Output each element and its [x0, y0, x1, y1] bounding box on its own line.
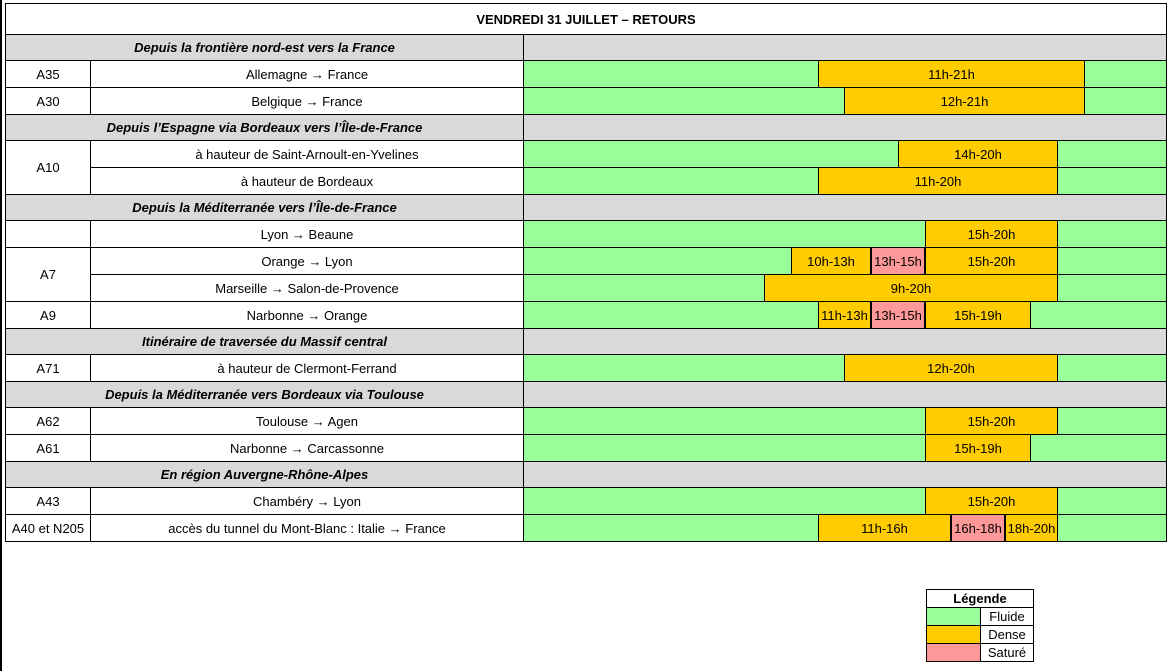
traffic-segment-fluide: [1031, 435, 1166, 461]
traffic-segment-dense: 11h-21h: [818, 61, 1085, 87]
traffic-segment-sature: 13h-15h: [871, 302, 925, 328]
traffic-segment-fluide: [1031, 302, 1166, 328]
road-number: A40 et N205: [5, 514, 91, 542]
traffic-timeline: [523, 514, 1167, 542]
route-label: à hauteur de Bordeaux: [90, 167, 524, 195]
traffic-timeline: [523, 167, 1167, 195]
legend-label-dense: Dense: [988, 627, 1026, 642]
traffic-segment-dense: 12h-21h: [844, 88, 1085, 114]
traffic-segment-dense: 10h-13h: [791, 248, 871, 274]
traffic-segment-fluide: [1085, 61, 1166, 87]
section-header: En région Auvergne-Rhône-Alpes: [5, 461, 524, 488]
traffic-segment-dense: 11h-16h: [818, 515, 951, 541]
traffic-segment-fluide: [524, 302, 818, 328]
legend-title: Légende: [927, 590, 1033, 608]
route-label: Allemagne → France: [90, 60, 524, 88]
route-label: Lyon → Beaune: [90, 220, 524, 248]
route-label: Chambéry → Lyon: [90, 487, 524, 515]
legend-row-sature: [927, 644, 1033, 661]
legend-label-fluide: Fluide: [989, 609, 1025, 624]
route-label: à hauteur de Clermont-Ferrand: [90, 354, 524, 382]
road-number: A62: [5, 407, 91, 435]
traffic-timeline: [523, 407, 1167, 435]
traffic-segment-fluide: [524, 275, 764, 301]
route-label: accès du tunnel du Mont-Blanc : Italie → France: [90, 514, 524, 542]
road-number: A30: [5, 87, 91, 115]
route-label: Belgique → France: [90, 87, 524, 115]
traffic-timeline: [523, 487, 1167, 515]
route-label: Toulouse → Agen: [90, 407, 524, 435]
traffic-segment-dense: 14h-20h: [898, 141, 1058, 167]
traffic-segment-fluide: [524, 168, 818, 194]
traffic-segment-fluide: [524, 61, 818, 87]
traffic-segment-dense: 15h-19h: [925, 435, 1031, 461]
traffic-timeline: [523, 301, 1167, 329]
traffic-segment-fluide: [1058, 408, 1166, 434]
traffic-segment-fluide: [524, 221, 925, 247]
traffic-segment-fluide: [524, 141, 898, 167]
traffic-segment-fluide: [524, 488, 925, 514]
section-header: Depuis la frontière nord-est vers la France: [5, 34, 524, 61]
traffic-segment-fluide: [524, 435, 925, 461]
route-label: Orange → Lyon: [90, 247, 524, 275]
road-number: A9: [5, 301, 91, 329]
traffic-segment-dense: 11h-13h: [818, 302, 871, 328]
traffic-segment-fluide: [1085, 88, 1166, 114]
legend-swatch-sature: [927, 644, 981, 661]
route-label: Narbonne → Carcassonne: [90, 434, 524, 462]
traffic-segment-fluide: [1058, 488, 1166, 514]
legend-row-dense: [927, 626, 1033, 644]
section-timeline-blank: [523, 328, 1167, 355]
traffic-timeline: [523, 140, 1167, 168]
traffic-segment-dense: 18h-20h: [1005, 515, 1058, 541]
legend-label-sature: Saturé: [987, 645, 1027, 660]
road-number: A10: [5, 140, 91, 195]
road-number: A35: [5, 60, 91, 88]
traffic-segment-dense: 9h-20h: [764, 275, 1058, 301]
legend-row-fluide: [927, 608, 1033, 626]
section-timeline-blank: [523, 114, 1167, 141]
road-number: A7: [5, 247, 91, 302]
traffic-timeline: [523, 220, 1167, 248]
traffic-segment-dense: 15h-20h: [925, 248, 1058, 274]
traffic-segment-fluide: [1058, 275, 1166, 301]
traffic-timeline: [523, 274, 1167, 302]
section-header: Depuis l’Espagne via Bordeaux vers l’Île-de-France: [5, 114, 524, 141]
traffic-segment-dense: 15h-20h: [925, 488, 1058, 514]
traffic-segment-fluide: [1058, 248, 1166, 274]
traffic-segment-sature: 16h-18h: [951, 515, 1005, 541]
traffic-segment-dense: 15h-20h: [925, 408, 1058, 434]
traffic-segment-fluide: [524, 355, 844, 381]
section-header: Depuis la Méditerranée vers Bordeaux via Toulouse: [5, 381, 524, 408]
traffic-timeline: [523, 60, 1167, 88]
table-title: VENDREDI 31 JUILLET – RETOURS: [5, 3, 1167, 35]
traffic-segment-dense: 15h-19h: [925, 302, 1031, 328]
traffic-segment-fluide: [1058, 221, 1166, 247]
section-timeline-blank: [523, 381, 1167, 408]
road-number: A43: [5, 487, 91, 515]
traffic-segment-fluide: [1058, 141, 1166, 167]
traffic-timeline: [523, 354, 1167, 382]
traffic-timeline: [523, 247, 1167, 275]
traffic-segment-fluide: [1058, 168, 1166, 194]
route-label: à hauteur de Saint-Arnoult-en-Yvelines: [90, 140, 524, 168]
legend: [926, 589, 1034, 662]
traffic-segment-sature: 13h-15h: [871, 248, 925, 274]
section-header: Itinéraire de traversée du Massif central: [5, 328, 524, 355]
traffic-segment-fluide: [524, 515, 818, 541]
traffic-segment-fluide: [1058, 515, 1166, 541]
road-number: [5, 220, 91, 248]
road-number: A61: [5, 434, 91, 462]
traffic-segment-fluide: [524, 88, 844, 114]
traffic-timeline: [523, 87, 1167, 115]
legend-swatch-dense: [927, 626, 981, 643]
route-label: Narbonne → Orange: [90, 301, 524, 329]
section-header: Depuis la Méditerranée vers l’Île-de-France: [5, 194, 524, 221]
traffic-segment-fluide: [1058, 355, 1166, 381]
road-number: A71: [5, 354, 91, 382]
route-label: Marseille → Salon-de-Provence: [90, 274, 524, 302]
traffic-segment-fluide: [524, 248, 791, 274]
traffic-timeline: [523, 434, 1167, 462]
section-timeline-blank: [523, 34, 1167, 61]
traffic-segment-dense: 11h-20h: [818, 168, 1058, 194]
traffic-segment-dense: 15h-20h: [925, 221, 1058, 247]
traffic-segment-dense: 12h-20h: [844, 355, 1058, 381]
section-timeline-blank: [523, 461, 1167, 488]
legend-swatch-fluide: [927, 608, 981, 625]
section-timeline-blank: [523, 194, 1167, 221]
traffic-segment-fluide: [524, 408, 925, 434]
